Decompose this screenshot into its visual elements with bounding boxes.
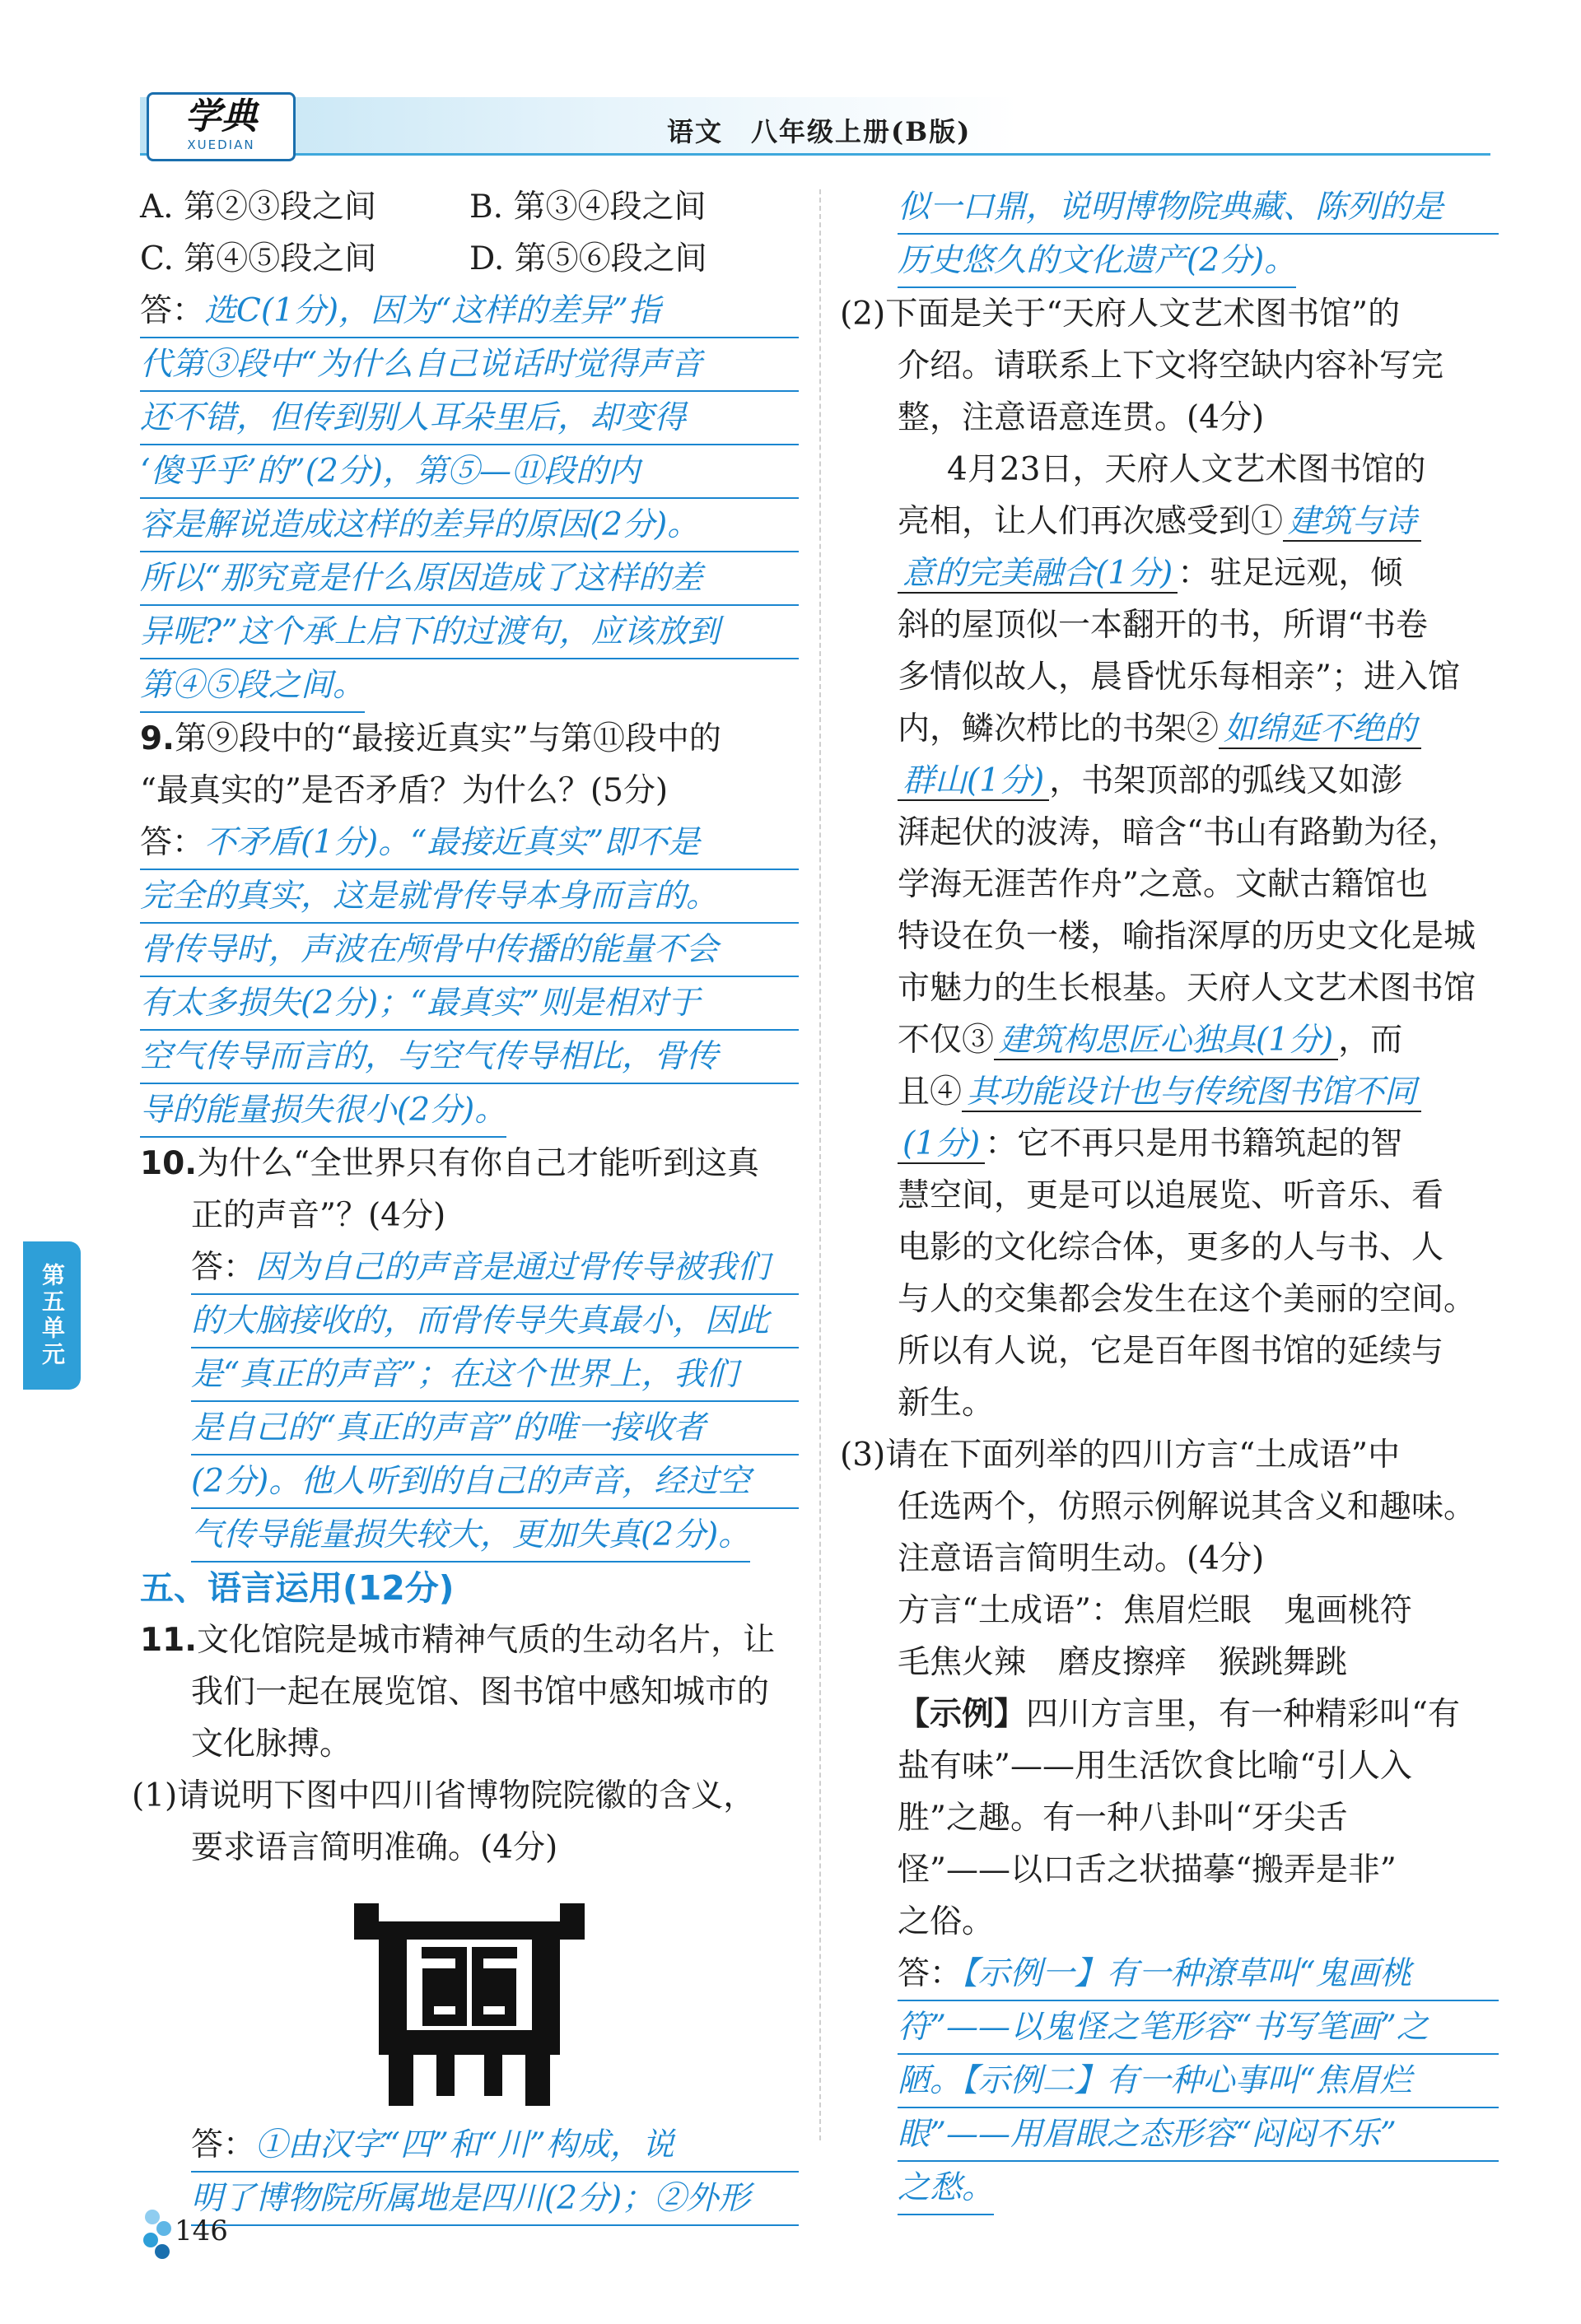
answer-label: 答： bbox=[140, 292, 205, 329]
passage-line: 与人的交集都会发生在这个美丽的空间。 bbox=[898, 1281, 1476, 1318]
idiom-list: 方言“土成语”：焦眉烂眼 鬼画桃符 bbox=[898, 1592, 1412, 1629]
question-text: 注意语言简明生动。(4分) bbox=[898, 1540, 1265, 1577]
question-text: (1)请说明下图中四川省博物院院徽的含义， bbox=[132, 1777, 756, 1814]
passage-line: 且④ bbox=[898, 1074, 963, 1111]
answer-line: 是“真正的声音”；在这个世界上，我们 bbox=[191, 1356, 738, 1393]
passage-line: ，而 bbox=[1338, 1022, 1403, 1059]
passage-line: 4月23日，天府人文艺术图书馆的 bbox=[947, 451, 1426, 488]
answer-line: 因为自己的声音是通过骨传导被我们 bbox=[255, 1249, 770, 1286]
answer-line: 容是解说造成这样的差异的原因(2分)。 bbox=[140, 506, 700, 543]
q8-answer bbox=[140, 285, 799, 713]
question-number: 11. bbox=[140, 1622, 198, 1659]
passage-line: 电影的文化综合体，更多的人与书、人 bbox=[898, 1229, 1444, 1266]
answer-label: 答： bbox=[140, 824, 205, 861]
logo-subtitle: XUEDIAN bbox=[187, 137, 255, 152]
idioms-and-example bbox=[848, 1585, 1499, 1948]
section-title: 五、语言运用(12分) bbox=[140, 1568, 455, 1608]
question-text: 介绍。请联系上下文将空缺内容补写完 bbox=[898, 347, 1444, 384]
passage-line: 特设在负一楼，喻指深厚的历史文化是城 bbox=[898, 918, 1476, 955]
passage-line: 湃起伏的波涛，暗含“书山有路勤为径， bbox=[898, 814, 1460, 851]
answer-line: 代第③段中“为什么自己说话时觉得声音 bbox=[140, 346, 702, 383]
question-9 bbox=[140, 713, 799, 817]
question-11 bbox=[132, 1614, 799, 1874]
column-divider bbox=[819, 189, 821, 2140]
q11-1-answer bbox=[140, 2119, 799, 2226]
answer-line: 不矛盾(1分)。“最接近真实”即不是 bbox=[204, 824, 701, 861]
answer-line: ①由汉字“四”和“川”构成，说 bbox=[255, 2126, 674, 2163]
question-text: 我们一起在展览馆、图书馆中感知城市的 bbox=[191, 1674, 770, 1711]
passage-line: 新生。 bbox=[898, 1385, 995, 1422]
page-number: 146 bbox=[175, 2215, 228, 2247]
answer-line: 明了博物院所属地是四川(2分)；②外形 bbox=[191, 2180, 751, 2217]
passage-line: ，书架顶部的弧线又如澎 bbox=[1049, 762, 1403, 799]
answer-line: 的大脑接收的，而骨传导失真最小，因此 bbox=[191, 1302, 770, 1339]
answer-line: (2分)。他人听到的自己的声音，经过空 bbox=[191, 1463, 751, 1500]
answer-line: 眼”——用眉眼之态形容“闷闷不乐” bbox=[898, 2116, 1397, 2153]
passage-line: 学海无涯苦作舟”之意。文献古籍馆也 bbox=[898, 866, 1428, 903]
passage-line: 斜的屋顶似一本翻开的书，所谓“书卷 bbox=[898, 607, 1428, 644]
example-line: 怪”——以口舌之状描摹“搬弄是非” bbox=[898, 1851, 1397, 1889]
question-number: 9. bbox=[140, 720, 175, 757]
answer-line: 完全的真实，这是就骨传导本身而言的。 bbox=[140, 878, 719, 915]
example-line: 胜”之趣。有一种八卦叫“牙尖舌 bbox=[898, 1800, 1348, 1837]
fill-blank-1: 建筑与诗 bbox=[1283, 503, 1421, 542]
answer-line: 还不错，但传到别人耳朵里后，却变得 bbox=[140, 399, 687, 436]
answer-line: 符”——以鬼怪之笔形容“书写笔画”之 bbox=[898, 2009, 1429, 2046]
passage-line: ：驻足远观，倾 bbox=[1178, 555, 1403, 592]
question-text: 整，注意语意连贯。(4分) bbox=[898, 399, 1265, 436]
answer-line: 之愁。 bbox=[898, 2169, 995, 2206]
library-passage bbox=[848, 444, 1499, 1429]
header-rule bbox=[140, 153, 1490, 156]
page-header bbox=[0, 0, 1581, 165]
answer-line: 导的能量损失很小(2分)。 bbox=[140, 1092, 507, 1129]
question-text: (2)下面是关于“天府人文艺术图书馆”的 bbox=[840, 296, 1401, 333]
q9-answer bbox=[140, 817, 799, 1138]
answer-line: 【示例一】有一种潦草叫“鬼画桃 bbox=[962, 1955, 1412, 1992]
option-b: B. 第③④段之间 bbox=[469, 189, 707, 226]
passage-line: 多情似故人，晨昏忧乐每相亲”；进入馆 bbox=[898, 659, 1460, 696]
answer-label: 答： bbox=[191, 2126, 256, 2163]
right-column bbox=[840, 181, 1499, 2215]
option-d: D. 第⑤⑥段之间 bbox=[469, 240, 707, 277]
fill-blank-1-cont: 意的完美融合(1分) bbox=[898, 555, 1178, 594]
example-tag: 【示例】 bbox=[898, 1696, 1027, 1733]
fill-blank-4: 其功能设计也与传统图书馆不同 bbox=[962, 1074, 1421, 1112]
unit-side-tab: 第五单元 bbox=[23, 1241, 81, 1390]
question-11-2 bbox=[840, 288, 1499, 444]
answer-line: 似一口鼎，说明博物院典藏、陈列的是 bbox=[898, 189, 1444, 226]
answer-line: 异呢?”这个承上启下的过渡句，应该放到 bbox=[140, 613, 720, 650]
passage-line: 亮相，让人们再次感受到① bbox=[898, 503, 1284, 540]
left-column bbox=[132, 181, 799, 2226]
answer-line: 有太多损失(2分)；“最真实”则是相对于 bbox=[140, 985, 701, 1022]
question-text: 正的声音”？(4分) bbox=[191, 1197, 446, 1234]
answer-line: ‘傻乎乎’的”(2分)，第⑤—⑪段的内 bbox=[140, 453, 640, 490]
answer-line: 选C(1分)，因为“这样的差异”指 bbox=[204, 292, 660, 329]
question-text: 任选两个，仿照示例解说其含义和趣味。 bbox=[898, 1488, 1476, 1525]
question-text: 要求语言简明准确。(4分) bbox=[191, 1829, 558, 1866]
publisher-logo bbox=[147, 92, 296, 161]
q11-3-answer bbox=[848, 1948, 1499, 2215]
question-11-3 bbox=[840, 1429, 1499, 1585]
passage-line: 不仅③ bbox=[898, 1022, 995, 1059]
passage-line: 慧空间，更是可以追展览、听音乐、看 bbox=[898, 1177, 1444, 1214]
emblem-figure bbox=[140, 1889, 799, 2111]
answer-label: 答： bbox=[898, 1955, 963, 1992]
answer-line: 骨传导时，声波在颅骨中传播的能量不会 bbox=[140, 931, 719, 968]
example-line: 之俗。 bbox=[898, 1903, 995, 1940]
passage-line: 所以有人说，它是百年图书馆的延续与 bbox=[898, 1333, 1444, 1370]
fill-blank-2: 如绵延不绝的 bbox=[1219, 710, 1421, 749]
question-text: 文化馆院是城市精神气质的生动名片，让 bbox=[197, 1622, 776, 1659]
passage-line: ：它不再只是用书籍筑起的智 bbox=[985, 1125, 1403, 1162]
answer-line: 第④⑤段之间。 bbox=[140, 667, 366, 704]
question-text: “最真实的”是否矛盾？为什么？(5分) bbox=[140, 772, 669, 809]
example-line: 盐有味”——用生活饮食比喻“引人入 bbox=[898, 1748, 1412, 1785]
question-text: 为什么“全世界只有你自己才能听到这真 bbox=[197, 1145, 760, 1182]
q11-1-answer-continued bbox=[848, 181, 1499, 288]
logo-title: 学典 bbox=[184, 95, 258, 137]
book-title: 语文 八年级上册(B版) bbox=[667, 116, 972, 147]
answer-line: 陋。【示例二】有一种心事叫“焦眉烂 bbox=[898, 2062, 1412, 2099]
answer-line: 是自己的“真正的声音”的唯一接收者 bbox=[191, 1409, 706, 1446]
question-text: 第⑨段中的“最接近真实”与第⑪段中的 bbox=[174, 720, 721, 757]
option-c: C. 第④⑤段之间 bbox=[140, 240, 377, 277]
q10-answer bbox=[140, 1241, 799, 1563]
question-text: 文化脉搏。 bbox=[191, 1726, 352, 1763]
passage-line: 市魅力的生长根基。天府人文艺术图书馆 bbox=[898, 970, 1476, 1007]
fill-blank-2-cont: 群山(1分) bbox=[898, 762, 1049, 801]
idiom-list: 毛焦火辣 磨皮擦痒 猴跳舞跳 bbox=[898, 1644, 1348, 1681]
answer-line: 气传导能量损失较大，更加失真(2分)。 bbox=[191, 1516, 751, 1553]
fill-blank-4-cont: (1分) bbox=[898, 1125, 985, 1164]
options-row-2 bbox=[140, 233, 799, 285]
passage-line: 内，鳞次栉比的书架② bbox=[898, 710, 1220, 747]
answer-line: 所以“那究竟是什么原因造成了这样的差 bbox=[140, 560, 702, 597]
example-line: 四川方言里，有一种精彩叫“有 bbox=[1026, 1696, 1460, 1733]
answer-label: 答： bbox=[191, 1249, 256, 1286]
option-a: A. 第②③段之间 bbox=[140, 189, 376, 226]
answer-line: 历史悠久的文化遗产(2分)。 bbox=[898, 242, 1297, 279]
sichuan-museum-emblem-icon bbox=[346, 1889, 593, 2111]
fill-blank-3: 建筑构思匠心独具(1分) bbox=[994, 1022, 1338, 1060]
answer-line: 空气传导而言的，与空气传导相比，骨传 bbox=[140, 1038, 719, 1075]
options-row-1 bbox=[140, 181, 799, 233]
question-number: 10. bbox=[140, 1145, 198, 1182]
question-10 bbox=[140, 1138, 799, 1241]
question-text: (3)请在下面列举的四川方言“土成语”中 bbox=[840, 1437, 1401, 1474]
